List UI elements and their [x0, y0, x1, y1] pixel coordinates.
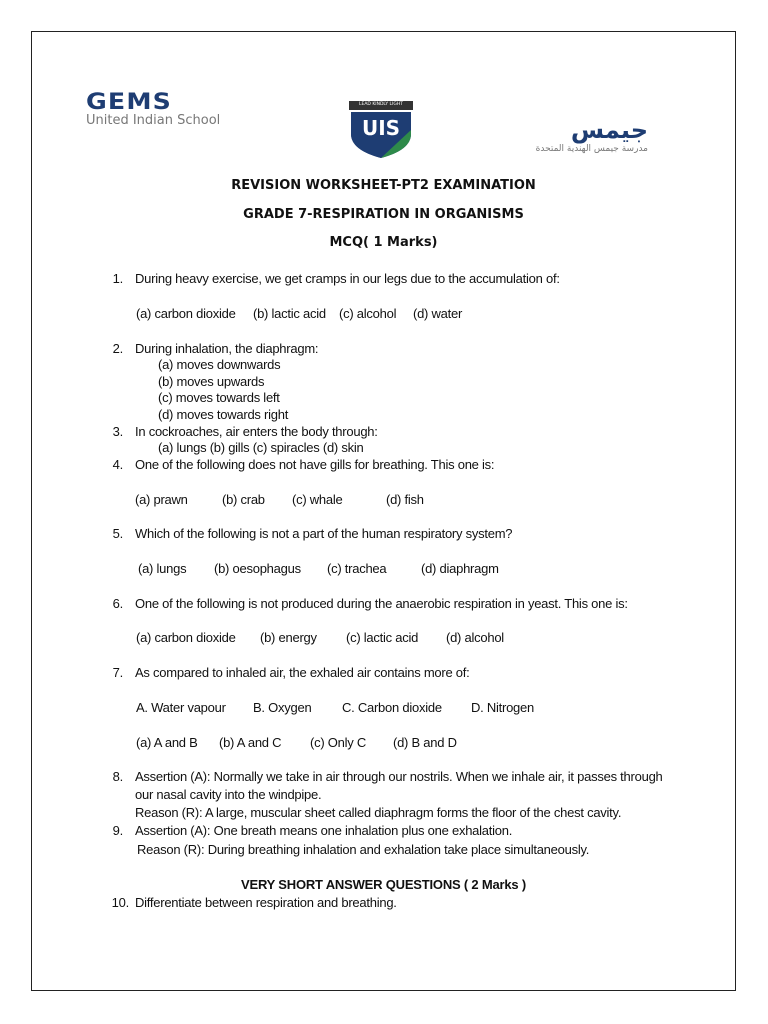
worksheet-title: REVISION WORKSHEET-PT2 EXAMINATION — [231, 178, 536, 193]
option: (c) lactic acid — [346, 630, 419, 645]
option: (b) A and C — [219, 735, 282, 750]
vsa-heading: VERY SHORT ANSWER QUESTIONS ( 2 Marks ) — [241, 877, 526, 892]
statement-item: B. Oxygen — [253, 700, 312, 715]
option: (d) B and D — [393, 735, 457, 750]
question-text: During heavy exercise, we get cramps in our legs due to the accumulation of: — [135, 271, 560, 286]
question-number: 2. — [112, 341, 123, 356]
arabic-logo — [488, 116, 648, 154]
option: (d) fish — [386, 492, 424, 507]
crest-text: UIS — [361, 116, 401, 140]
statement-item: C. Carbon dioxide — [342, 700, 442, 715]
option: (d) water — [413, 306, 463, 321]
crest-motto: LEAD KINDLY LIGHT — [359, 102, 403, 107]
arabic-subtitle: مدرسة جيمس الهندية المتحدة — [535, 144, 648, 154]
option: (c) alcohol — [339, 306, 397, 321]
gems-subtitle: United Indian School — [86, 113, 221, 128]
question-text: Which of the following is not a part of the human respiratory system? — [135, 526, 513, 541]
option: (c) moves towards left — [158, 390, 280, 405]
option: (a) A and B — [136, 735, 198, 750]
assertion-text-cont: our nasal cavity into the windpipe. — [135, 787, 322, 802]
option: (a) carbon dioxide — [136, 306, 236, 321]
option: (a) lungs (b) gills (c) spiracles (d) skin — [158, 440, 364, 455]
option: (a) moves downwards — [158, 357, 281, 372]
grade-title: GRADE 7-RESPIRATION IN ORGANISMS — [243, 207, 524, 222]
question-text: In cockroaches, air enters the body through: — [135, 424, 378, 439]
mcq-heading: MCQ( 1 Marks) — [329, 235, 438, 250]
option: (a) carbon dioxide — [136, 630, 236, 645]
option: (c) whale — [292, 492, 343, 507]
question-text: One of the following is not produced during the anaerobic respiration in yeast. This one is: — [135, 596, 628, 611]
statement-item: D. Nitrogen — [471, 700, 534, 715]
question-number: 3. — [112, 424, 123, 439]
option: (d) diaphragm — [421, 561, 499, 576]
question-text: As compared to inhaled air, the exhaled air contains more of: — [135, 665, 470, 680]
uis-crest-logo — [347, 100, 415, 165]
option: (a) lungs — [138, 561, 187, 576]
option: (a) prawn — [135, 492, 188, 507]
question-number: 1. — [112, 271, 123, 286]
assertion-text: Assertion (A): Normally we take in air through our nostrils. When we inhale air, it passes through — [135, 769, 663, 784]
question-text: Differentiate between respiration and breathing. — [135, 895, 397, 910]
question-number: 8. — [112, 769, 123, 784]
question-text: During inhalation, the diaphragm: — [135, 341, 319, 356]
option: (c) trachea — [327, 561, 387, 576]
question-number: 10. — [111, 895, 129, 910]
gems-logo — [86, 90, 220, 128]
reason-text: Reason (R): A large, muscular sheet called diaphragm forms the floor of the chest cavity. — [135, 805, 622, 820]
question-number: 6. — [112, 596, 123, 611]
question-text: One of the following does not have gills for breathing. This one is: — [135, 457, 495, 472]
option: (d) moves towards right — [158, 407, 289, 422]
question-number: 7. — [112, 665, 123, 680]
arabic-name: جيمس — [570, 116, 648, 144]
statement-item: A. Water vapour — [136, 700, 226, 715]
question-number: 5. — [112, 526, 123, 541]
option: (b) oesophagus — [214, 561, 301, 576]
option: (b) crab — [222, 492, 265, 507]
question-number: 9. — [112, 823, 123, 838]
option: (c) Only C — [310, 735, 366, 750]
option: (b) moves upwards — [158, 374, 265, 389]
question-number: 4. — [112, 457, 123, 472]
option: (b) energy — [260, 630, 317, 645]
reason-text: Reason (R): During breathing inhalation and exhalation take place simultaneously. — [137, 842, 590, 857]
option: (b) lactic acid — [253, 306, 326, 321]
option: (d) alcohol — [446, 630, 504, 645]
gems-wordmark: GEMS — [86, 90, 173, 115]
assertion-text: Assertion (A): One breath means one inhalation plus one exhalation. — [135, 823, 513, 838]
